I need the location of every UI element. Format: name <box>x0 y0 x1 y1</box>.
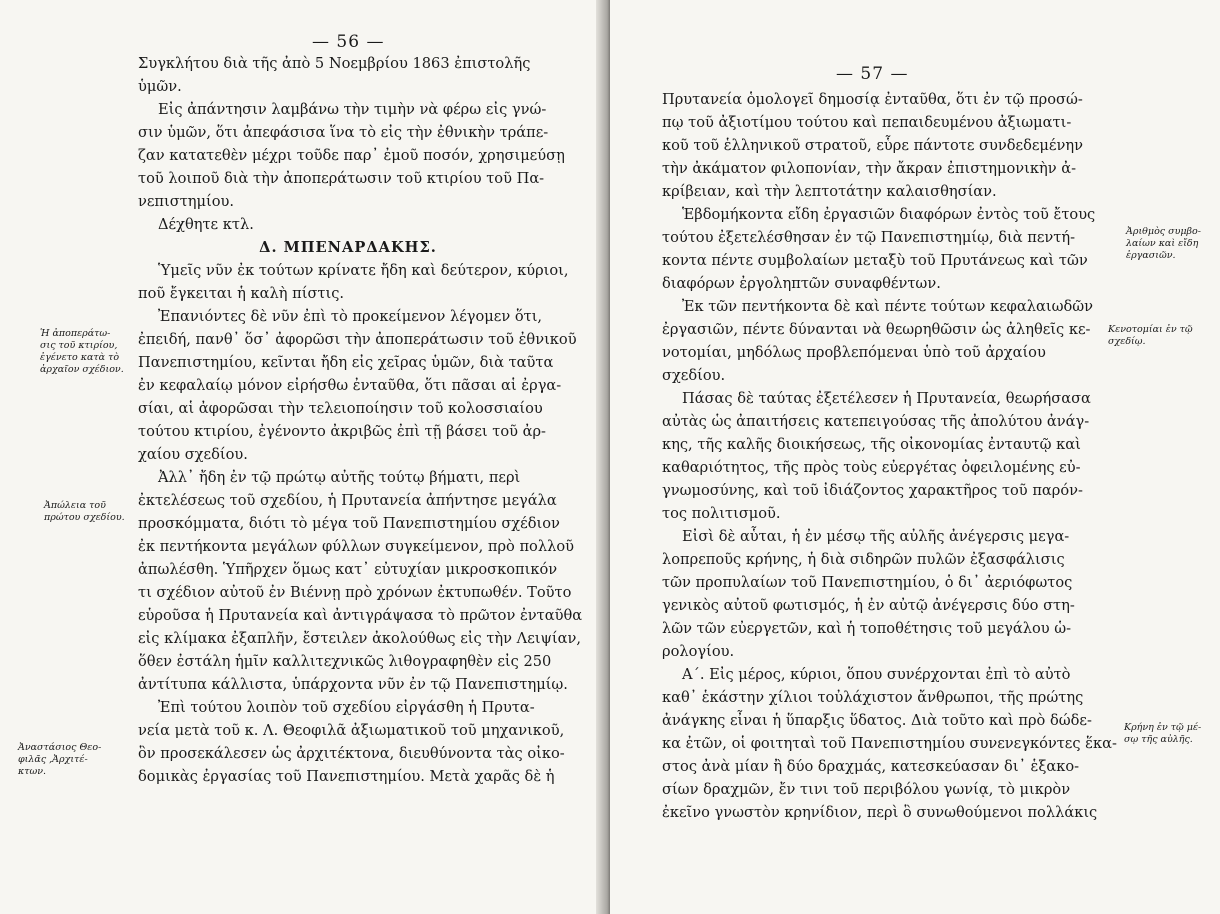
text-line: Ὑμεῖς νῦν ἐκ τούτων κρίνατε ἤδη καὶ δεύτερον, κύριοι, <box>158 262 569 279</box>
text-line: χαίου σχεδίου. <box>138 446 248 463</box>
text-line: Πρυτανεία ὁμολογεῖ δημοσίᾳ ἐνταῦθα, ὅτι ἐν τῷ προσώ- <box>662 91 1083 108</box>
margin-note-line: Κενοτομίαι ἐν τῷ <box>1108 324 1193 335</box>
text-line: ἀντίτυπα κάλλιστα, ὑπάρχοντα νῦν ἐν τῷ Πανεπιστημίῳ. <box>138 676 568 693</box>
text-line: κα ἐτῶν, οἱ φοιτηταὶ τοῦ Πανεπιστημίου συνενεγκόντες ἕκα- <box>662 735 1117 752</box>
margin-note-line: Κρήνη ἐν τῷ μέ- <box>1124 722 1202 733</box>
text-line: κοῦ τοῦ ἑλληνικοῦ στρατοῦ, εὗρε πάντοτε συνδεδεμένην <box>662 137 1083 154</box>
text-line: δομικὰς ἐργασίας τοῦ Πανεπιστημίου. Μετὰ χαρᾶς δὲ ἡ <box>138 768 555 785</box>
text-line: τοῦ λοιποῦ διὰ τὴν ἀποπεράτωσιν τοῦ κτιρίου τοῦ Πα- <box>138 170 545 187</box>
margin-note-line: ἐργασιῶν. <box>1126 250 1176 261</box>
text-line: στος ἀνὰ μίαν ἢ δύο δραχμάς, κατεσκεύασαν δι᾽ ἑξακο- <box>662 758 1080 775</box>
text-line: Δέχθητε κτλ. <box>158 216 254 233</box>
text-line: Ἐκ τῶν πεντήκοντα δὲ καὶ πέντε τούτων κεφαλαιωδῶν <box>682 298 1094 315</box>
right-page-body <box>662 88 1117 824</box>
text-line: νεία μετὰ τοῦ κ. Λ. Θεοφιλᾶ ἀξιωματικοῦ τοῦ μηχανικοῦ, <box>138 722 565 739</box>
text-line: ἐπειδή, πανθ᾽ ὅσ᾽ ἀφορῶσι τὴν ἀποπεράτωσιν τοῦ ἐθνικοῦ <box>138 331 577 348</box>
text-line: Πάσας δὲ ταύτας ἐξετέλεσεν ἡ Πρυτανεία, θεωρήσασα <box>682 390 1091 407</box>
text-line: τὴν ἀκάματον φιλοπονίαν, τὴν ἄκραν ἐπιστημονικὴν ἀ- <box>662 160 1077 177</box>
margin-note-line: σχεδίῳ. <box>1108 336 1146 347</box>
text-line: ἀπωλέσθη. Ὑπῆρχεν ὅμως κατ᾽ εὐτυχίαν μικροσκοπικόν <box>138 561 558 578</box>
margin-note-architect <box>18 742 101 778</box>
text-line: ζαν κατατεθὲν μέχρι τοῦδε παρ᾽ ἐμοῦ ποσόν, χρησιμεύσῃ <box>138 147 565 164</box>
left-page-body <box>138 52 583 788</box>
margin-note-line: πρώτου σχεδίου. <box>44 512 125 523</box>
text-line: σχεδίου. <box>662 367 726 384</box>
margin-note-line: Ἡ ἀποπεράτω- <box>40 328 111 339</box>
margin-note-line: σῳ τῆς αὐλῆς. <box>1124 734 1193 745</box>
text-line: αὐτὰς ὡς ἀπαιτήσεις κατεπειγούσας τῆς ἀπολύτου ἀνάγ- <box>662 413 1090 430</box>
right-page <box>610 0 1220 914</box>
text-line: ἐργασιῶν, πέντε δύνανται νὰ θεωρηθῶσιν ὡς ἀληθεῖς κε- <box>662 321 1091 338</box>
text-line: εὑροῦσα ἡ Πρυτανεία καὶ ἀντιγράψασα τὸ πρῶτον ἐνταῦθα <box>138 607 583 624</box>
text-line: γενικὸς αὐτοῦ φωτισμός, ἡ ἐν αὐτῷ ἀνέγερσις δύο στη- <box>662 597 1075 614</box>
margin-note-innovations <box>1108 324 1193 348</box>
text-line: εἰς κλίμακα ἐξαπλῆν, ἔστειλεν ἀκολούθως εἰς τὴν Λειψίαν, <box>138 630 582 647</box>
text-line: ἐκτελέσεως τοῦ σχεδίου, ἡ Πρυτανεία ἀπήντησε μεγάλα <box>138 492 557 509</box>
text-line: τῶν προπυλαίων τοῦ Πανεπιστημίου, ὁ δι᾽ ἀεριόφωτος <box>662 574 1073 591</box>
margin-note-line: Ἀριθμὸς συμβο- <box>1126 226 1201 237</box>
text-line: Συγκλήτου διὰ τῆς ἀπὸ 5 Νοεμβρίου 1863 ἐπιστολῆς <box>138 55 531 72</box>
text-line: τούτου κτιρίου, ἐγένοντο ἀκριβῶς ἐπὶ τῇ βάσει τοῦ ἀρ- <box>138 423 546 440</box>
text-line: Εἰς ἀπάντησιν λαμβάνω τὴν τιμὴν νὰ φέρω εἰς γνώ- <box>158 101 547 118</box>
text-line: τούτου ἐξετελέσθησαν ἐν τῷ Πανεπιστημίῳ, διὰ πεντή- <box>662 229 1076 246</box>
text-line: Ἑβδομήκοντα εἴδη ἐργασιῶν διαφόρων ἐντὸς τοῦ ἔτους <box>682 206 1096 223</box>
text-line: σιν ὑμῶν, ὅτι ἀπεφάσισα ἵνα τὸ εἰς τὴν ἐθνικὴν τράπε- <box>138 124 549 141</box>
text-line: ἐκεῖνο γνωστὸν κρηνίδιον, περὶ ὃ συνωθούμενοι πολλάκις <box>662 804 1098 821</box>
text-line: σίαι, αἱ ἀφορῶσαι τὴν τελειοποίησιν τοῦ κολοσσιαίου <box>138 400 543 417</box>
page-number-right: — 57 — <box>836 64 909 84</box>
text-line: διαφόρων ἐργοληπτῶν συναφθέντων. <box>662 275 941 292</box>
margin-note-contracts <box>1126 226 1201 262</box>
margin-note-line: φιλᾶς ,Ἀρχιτέ- <box>18 754 88 765</box>
text-line: καθαριότητος, τῆς πρὸς τοὺς εὐεργέτας ὀφειλομένης εὐ- <box>662 459 1081 476</box>
text-line: ρολογίου. <box>662 643 735 660</box>
margin-note-line: ἐγένετο κατὰ τὸ <box>40 352 120 363</box>
margin-note-fountain <box>1124 722 1201 746</box>
text-line: νεπιστημίου. <box>138 193 235 210</box>
text-line: Πανεπιστημίου, κεῖνται ἤδη εἰς χεῖρας ὑμῶν, διὰ ταῦτα <box>138 354 554 371</box>
text-line: πῳ τοῦ ἀξιοτίμου τούτου καὶ πεπαιδευμένου ἀξιωματι- <box>662 114 1072 131</box>
text-line: Ἀλλ᾽ ἤδη ἐν τῷ πρώτῳ αὐτῆς τούτῳ βήματι, περὶ <box>158 469 521 486</box>
text-line: γνωμοσύνης, καὶ τοῦ ἰδιάζοντος χαρακτῆρος τοῦ παρόν- <box>662 482 1083 499</box>
text-line: Εἰσὶ δὲ αὗται, ἡ ἐν μέσῳ τῆς αὐλῆς ἀνέγερσις μεγα- <box>682 528 1070 545</box>
text-line: νοτομίαι, μηδόλως προβλεπόμεναι ὑπὸ τοῦ ἀρχαίου <box>662 344 1046 361</box>
text-line: κρίβειαν, καὶ τὴν λεπτοτάτην καλαισθησίαν. <box>662 183 997 200</box>
text-line: καθ᾽ ἑκάστην χίλιοι τοὐλάχιστον ἄνθρωποι, τῆς πρώτης <box>662 689 1084 706</box>
text-line: ποῦ ἔγκειται ἡ καλὴ πίστις. <box>138 285 345 302</box>
margin-note-lost-plan <box>44 500 125 524</box>
margin-note-line: Ἀναστάσιος Θεο- <box>18 742 102 753</box>
text-line: λοπρεποῦς κρήνης, ἡ διὰ σιδηρῶν πυλῶν ἐξασφάλισις <box>662 551 1065 568</box>
text-line: προσκόμματα, διότι τὸ μέγα τοῦ Πανεπιστημίου σχέδιον <box>138 515 560 532</box>
text-line: ὑμῶν. <box>138 78 182 95</box>
margin-note-line: Ἀπώλεια τοῦ <box>44 500 106 511</box>
text-line: τος πολιτισμοῦ. <box>662 505 781 522</box>
margin-note-completion <box>40 328 124 376</box>
text-line: Ἐπὶ τούτου λοιπὸν τοῦ σχεδίου εἰργάσθη ἡ Πρυτα- <box>158 699 535 716</box>
text-line: λῶν τῶν εὐεργετῶν, καὶ ἡ τοποθέτησις τοῦ μεγάλου ὡ- <box>662 620 1072 637</box>
text-line: κοντα πέντε συμβολαίων μεταξὺ τοῦ Πρυτάνεως καὶ τῶν <box>662 252 1088 269</box>
text-line: ἐκ πεντήκοντα μεγάλων φύλλων συγκείμενον, πρὸ πολλοῦ <box>138 538 575 555</box>
text-line: σίων δραχμῶν, ἔν τινι τοῦ περιβόλου γωνίᾳ, τὸ μικρὸν <box>662 781 1071 798</box>
text-line: Α΄. Εἰς μέρος, κύριοι, ὅπου συνέρχονται ἐπὶ τὸ αὐτὸ <box>682 666 1071 683</box>
text-line: ἐν κεφαλαίῳ μόνον εἰρήσθω ἐνταῦθα, ὅτι πᾶσαι αἱ ἐργα- <box>138 377 562 394</box>
text-line: ὃν προσεκάλεσεν ὡς ἀρχιτέκτονα, διευθύνοντα τὰς οἰκο- <box>138 745 565 762</box>
text-line: Ἐπανιόντες δὲ νῦν ἐπὶ τὸ προκείμενον λέγομεν ὅτι, <box>158 308 543 325</box>
text-line: κης, τῆς καλῆς διοικήσεως, τῆς οἰκονομίας ἐνταυτῷ καὶ <box>662 436 1081 453</box>
margin-note-line: σις τοῦ κτιρίου, <box>40 340 118 351</box>
text-line: ὅθεν ἐστάλη ἡμῖν καλλιτεχνικῶς λιθογραφηθὲν εἰς 250 <box>138 653 552 670</box>
text-line: ἀνάγκης εἶναι ἡ ὕπαρξις ὕδατος. Διὰ τοῦτο καὶ πρὸ δώδε- <box>662 712 1092 729</box>
page-number-left: — 56 — <box>312 32 385 52</box>
text-line: Δ. ΜΠΕΝΑΡΔΑΚΗΣ. <box>259 239 437 256</box>
margin-note-line: κτων. <box>18 766 47 777</box>
text-line: τι σχέδιον αὐτοῦ ἐν Βιέννῃ πρὸ χρόνων ἐκτυπωθέν. Τοῦτο <box>138 584 572 601</box>
margin-note-line: ἀρχαῖον σχέδιον. <box>40 364 124 375</box>
margin-note-line: λαίων καὶ εἴδη <box>1126 238 1199 249</box>
